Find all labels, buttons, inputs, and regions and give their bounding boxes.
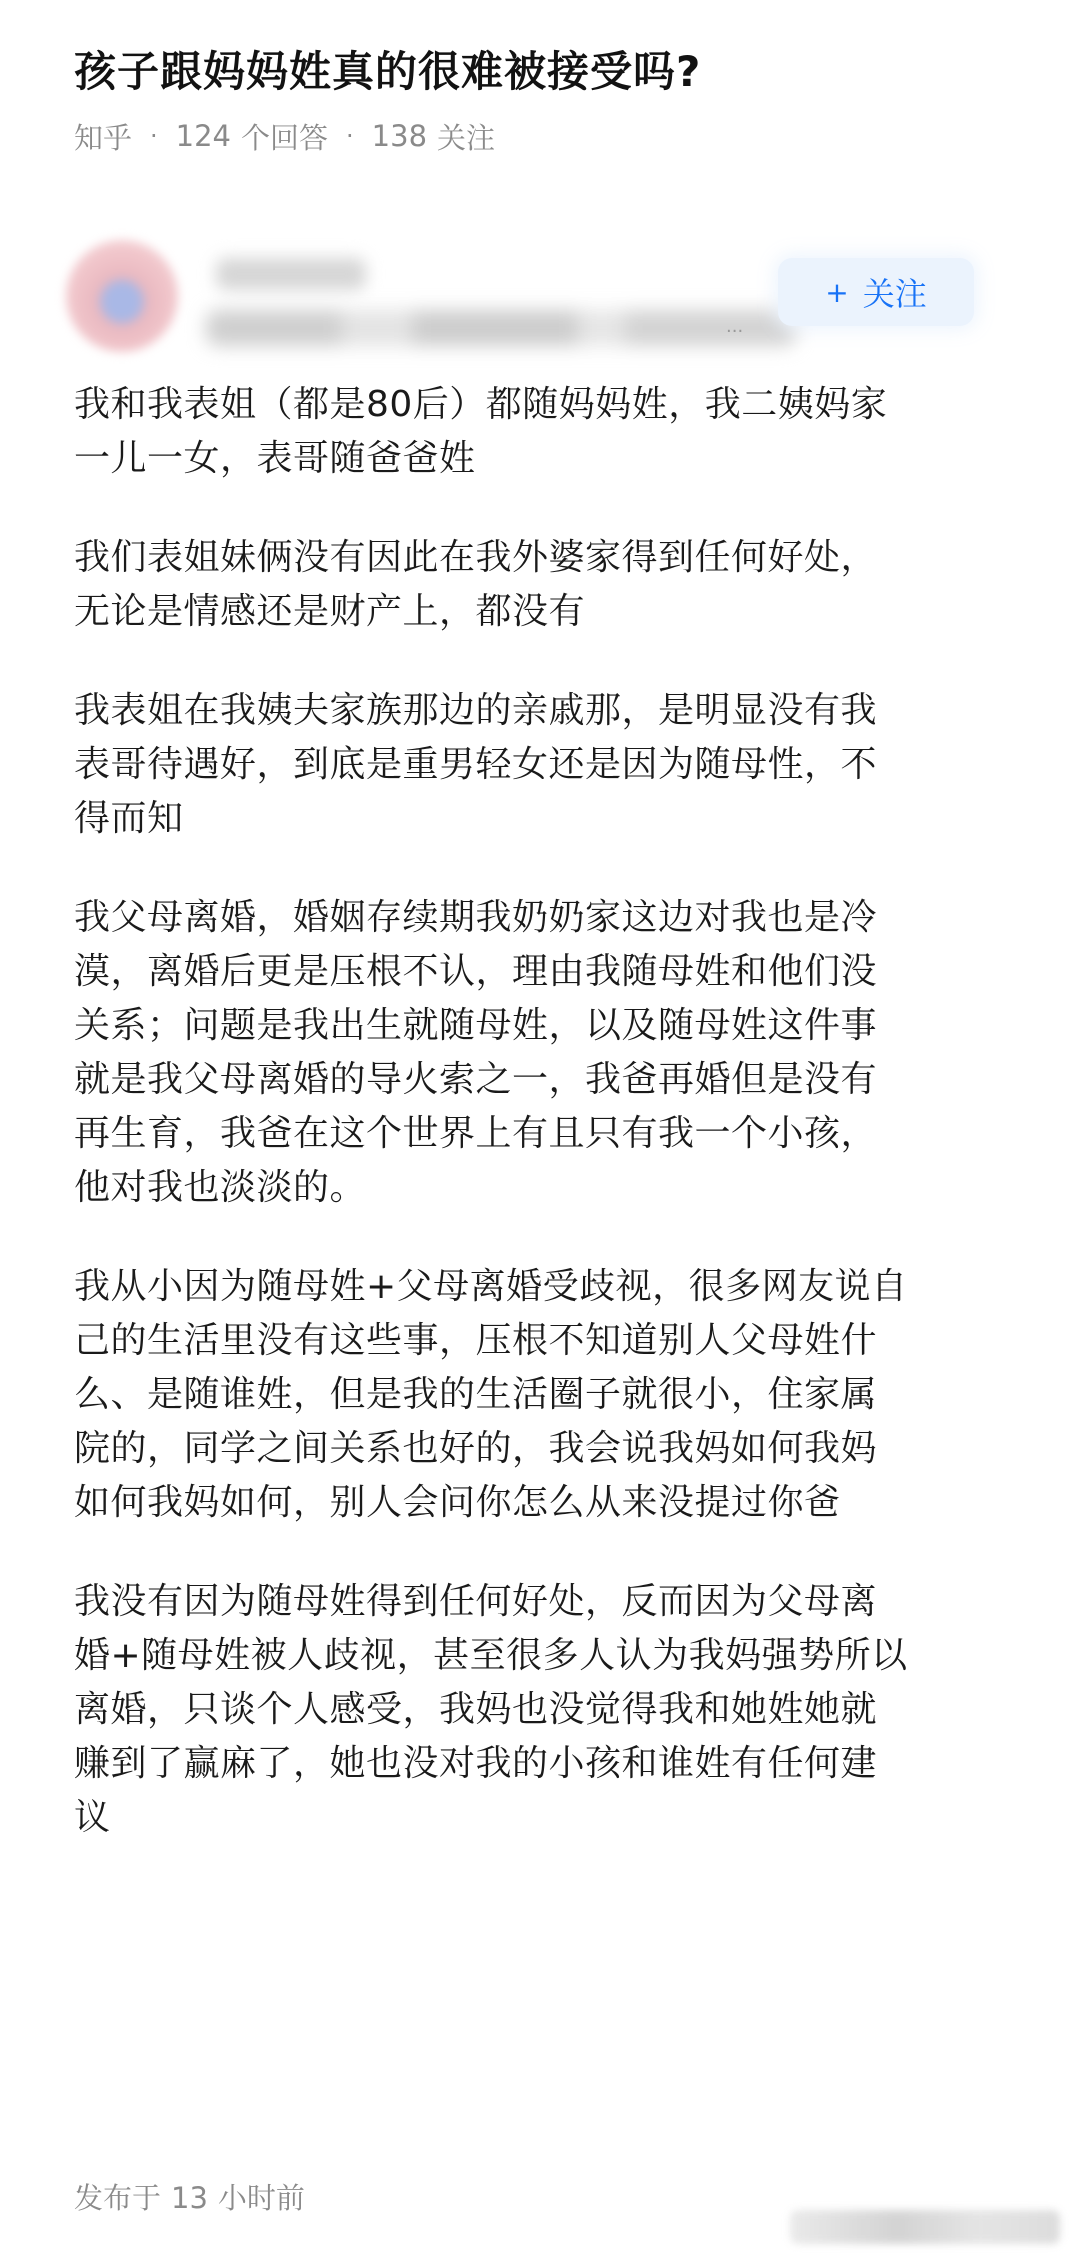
publish-prefix: 发布于 — [74, 2181, 162, 2215]
meta-separator: · — [150, 122, 158, 150]
answers-count: 124 — [175, 119, 232, 153]
author-name-blurred[interactable] — [216, 258, 366, 290]
question-meta — [74, 116, 495, 156]
publish-suffix: 小时前 — [217, 2181, 305, 2215]
answer-content — [74, 378, 1014, 1890]
meta-separator: · — [346, 122, 354, 150]
answer-paragraph: 我没有因为随母姓得到任何好处，反而因为父母离 婚+随母姓被人歧视，甚至很多人认为我妈强势所以 离婚，只谈个人感受，我妈也没觉得我和她姓她就 赚到了赢麻了，她也没对我的小孩和谁姓有任何建 议 — [74, 1581, 908, 1838]
question-title[interactable]: 孩子跟妈妈姓真的很难被接受吗? — [74, 47, 702, 96]
watermark-blurred — [790, 2210, 1060, 2244]
followers-count: 138 — [371, 119, 428, 153]
publish-time — [74, 2176, 305, 2217]
source-label[interactable]: 知乎 — [74, 120, 133, 155]
author-description-blurred — [206, 310, 796, 346]
avatar[interactable] — [66, 240, 178, 352]
followers-label[interactable]: 关注 — [437, 120, 496, 155]
answer-paragraph: 我从小因为随母姓+父母离婚受歧视，很多网友说自 己的生活里没有这些事，压根不知道别人父母姓什 么、是随谁姓，但是我的生活圈子就很小，住家属 院的，同学之间关系也好的，我会说我妈如何我妈 如何我妈如何，别人会问你怎么从来没提过你爸 — [74, 1266, 908, 1523]
answer-paragraph: 我们表姐妹俩没有因此在我外婆家得到任何好处， 无论是情感还是财产上，都没有 — [74, 537, 878, 632]
answers-label[interactable]: 个回答 — [241, 120, 329, 155]
follow-button[interactable] — [778, 258, 974, 326]
answer-paragraph: 我表姐在我姨夫家族那边的亲戚那，是明显没有我 表哥待遇好，到底是重男轻女还是因为随母性，不 得而知 — [74, 690, 878, 839]
answer-paragraph: 我父母离婚，婚姻存续期我奶奶家这边对我也是冷 漠，离婚后更是压根不认，理由我随母姓和他们没 关系；问题是我出生就随母姓，以及随母姓这件事 就是我父母离婚的导火索之一，我爸再婚但是没有 再生育，我爸在这个世界上有且只有我一个小孩， 他对我也淡淡的。 — [74, 897, 878, 1208]
answer-paragraph: 我和我表姐（都是80后）都随妈妈姓，我二姨妈家 一儿一女，表哥随爸爸姓 — [74, 384, 888, 479]
publish-number: 13 — [171, 2181, 208, 2215]
more-icon: ... — [726, 316, 744, 337]
plus-icon: + — [825, 275, 849, 309]
follow-button-label: 关注 — [862, 275, 927, 313]
